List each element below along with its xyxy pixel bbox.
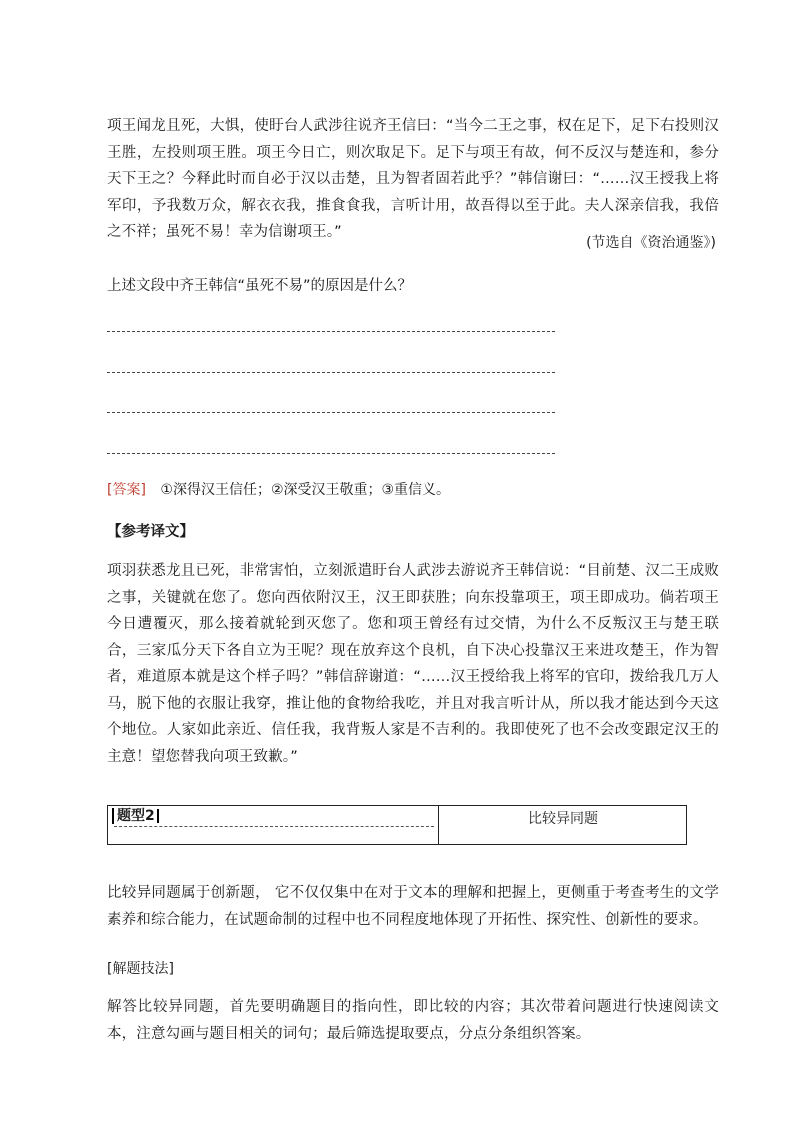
intro-text: 比较异同题属于创新题， 它不仅仅集中在对于文本的理解和把握上，更侧重于考查考生的文学素养和综合能力，在试题命制的过程中也不同程度地体现了开拓性、探究性、创新性的要求。 <box>107 885 719 928</box>
answer-blank-line[interactable] <box>107 331 555 332</box>
answer-blank-line[interactable] <box>107 372 555 373</box>
reference-text: 项羽获悉龙且已死，非常害怕，立刻派遣盱台人武涉去游说齐王韩信说：“目前楚、汉二王成败之事，关键就在您了。您向西依附汉王，汉王即获胜；向东投靠项王，项王即成功。倘若项王今日遭覆灭，那么接着就轮到灭您了。您和项王曾经有过交情，为什么不反叛汉王与楚王联合，三家瓜分天下各自立为王呢？现在放弃这个良机，自下决心投靠汉王来进攻楚王，作为智者，难道原本就是这个样子吗？”韩信辞谢道：“……汉王授给我上将军的官印，拨给我几万人马，脱下他的衣服让我穿，推让他的食物给我吃，并且对我言听计从，所以我才能达到今天这个地位。人家如此亲近、信任我，我背叛人家是不吉利的。我即使死了也不会改变跟定汉王的主意！望您替我向项王致歉。” <box>107 563 719 765</box>
answer-tag: [答案] <box>107 482 146 498</box>
question-type-box <box>107 805 687 845</box>
answer-blank-line[interactable] <box>107 412 555 413</box>
technique-heading: [解题技法] <box>107 961 174 977</box>
answer-text: ①深得汉王信任；②深受汉王敬重；③重信义。 <box>160 482 451 498</box>
question-text: 上述文段中齐王韩信“虽死不易”的原因是什么？ <box>107 278 413 294</box>
reference-heading: 【参考译文】 <box>107 524 194 540</box>
answer-blank-line[interactable] <box>107 453 555 454</box>
passage-source: (节选自《资治通鉴》) <box>586 235 716 251</box>
technique-text: 解答比较异同题，首先要明确题目的指向性，即比较的内容；其次带着问题进行快速阅读文本，注意勾画与题目相关的词句；最后筛选提取要点，分点分条组织答案。 <box>107 999 719 1042</box>
question-type-title: 比较异同题 <box>528 811 598 827</box>
passage-text: 项王闻龙且死，大惧，使盱台人武涉往说齐王信曰：“当今二王之事，权在足下，足下右投则汉王胜，左投则项王胜。项王今日亡，则次取足下。足下与项王有故，何不反汉与楚连和，参分天下王之？今释此时而自必于汉以击楚，且为智者固若此乎？”韩信谢曰：“……汉王授我上将军印，予我数万众，解衣衣我，推食食我，言听计用，故吾得以至于此。夫人深亲信我，我倍之不祥；虽死不易！幸为信谢项王。” <box>107 118 719 240</box>
answer-block <box>107 479 450 499</box>
question-type-label: 题型2 <box>112 808 159 824</box>
label-underline <box>114 826 434 827</box>
